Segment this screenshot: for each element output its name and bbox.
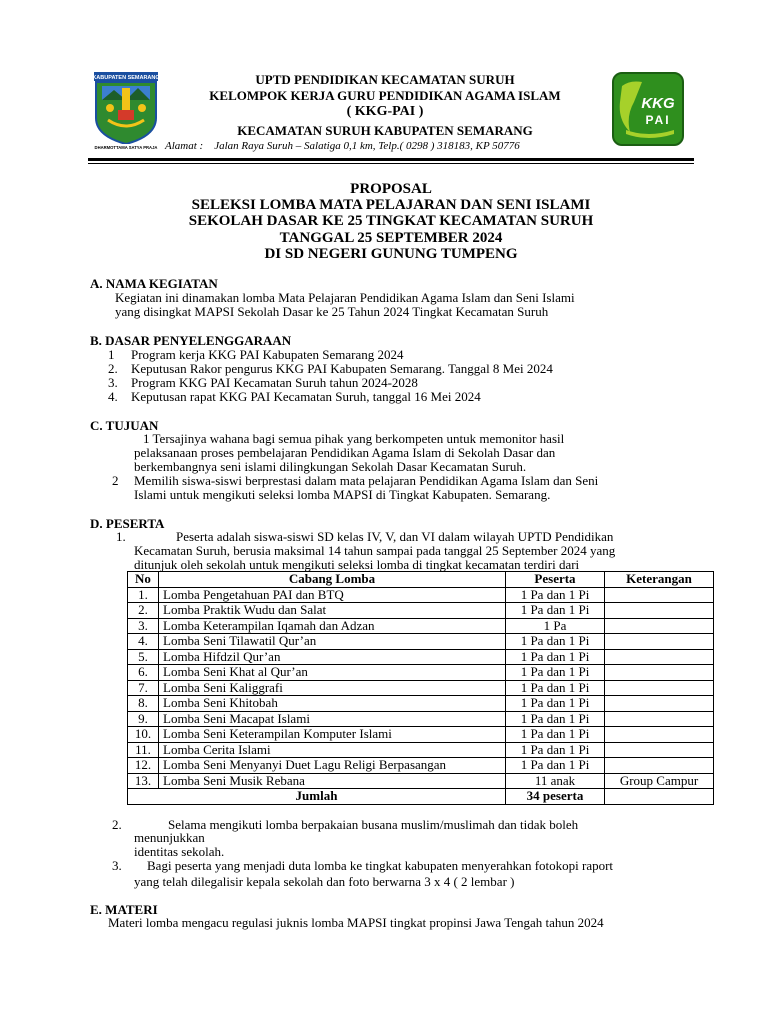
section-d-item-2-num: 2.	[112, 817, 122, 832]
section-d-item-2-line-1: Selama mengikuti lomba berpakaian busana muslim/muslimah dan tidak boleh	[168, 817, 579, 832]
section-b-item-num: 4.	[108, 389, 118, 404]
table-cell-cabang: Lomba Seni Khat al Qur’an	[159, 665, 506, 681]
section-d-item-3-line-1: Bagi peserta yang menjadi duta lomba ke tingkat kabupaten menyerahkan fotokopi raport	[147, 858, 614, 873]
section-c-item-1-line-2: pelaksanaan proses pembelajaran Pendidikan Agama Islam di Sekolah Dasar dan	[134, 445, 556, 460]
logo-top-text: KABUPATEN SEMARANG	[92, 75, 160, 81]
table-cell-cabang: Lomba Seni Kaliggrafi	[159, 680, 506, 696]
section-d-item-1-line-2: Kecamatan Suruh, berusia maksimal 14 tahun sampai pada tanggal 25 September 2024 yang	[134, 543, 616, 558]
table-header-cabang: Cabang Lomba	[159, 572, 506, 588]
table-total-value: 34 peserta	[506, 789, 605, 805]
table-cell-keterangan: Group Campur	[605, 773, 714, 789]
table-cell-keterangan	[605, 696, 714, 712]
table-header-no: No	[128, 572, 159, 588]
title-line-4: TANGGAL 25 SEPTEMBER 2024	[279, 230, 503, 246]
table-cell-no: 7.	[128, 680, 159, 696]
section-d-item-3-num: 3.	[112, 858, 122, 873]
table-cell-keterangan	[605, 603, 714, 619]
table-cell-no: 1.	[128, 587, 159, 603]
letterhead-address	[165, 140, 520, 152]
section-a-heading: A. NAMA KEGIATAN	[90, 276, 218, 291]
section-b-item-text: Keputusan Rakor pengurus KKG PAI Kabupaten Semarang. Tanggal 8 Mei 2024	[131, 361, 553, 376]
table-cell-no: 8.	[128, 696, 159, 712]
table-cell-keterangan	[605, 727, 714, 743]
table-cell-keterangan	[605, 649, 714, 665]
table-total-row	[128, 789, 714, 805]
table-cell-peserta: 1 Pa dan 1 Pi	[506, 727, 605, 743]
table-cell-keterangan	[605, 587, 714, 603]
section-d-item-1-num: 1.	[116, 529, 126, 544]
table-cell-cabang: Lomba Seni Musik Rebana	[159, 773, 506, 789]
section-b-item-num: 1	[108, 347, 115, 362]
table-row	[128, 758, 714, 774]
table-cell-cabang: Lomba Keterampilan Iqamah dan Adzan	[159, 618, 506, 634]
section-d-heading: D. PESERTA	[90, 516, 165, 531]
table-cell-cabang: Lomba Seni Tilawatil Qur’an	[159, 634, 506, 650]
section-e-heading: E. MATERI	[90, 902, 158, 917]
table-header-peserta: Peserta	[506, 572, 605, 588]
table-cell-no: 9.	[128, 711, 159, 727]
table-cell-keterangan	[605, 758, 714, 774]
table-cell-peserta: 1 Pa dan 1 Pi	[506, 603, 605, 619]
table-cell-no: 4.	[128, 634, 159, 650]
table-header-keterangan: Keterangan	[605, 572, 714, 588]
table-cell-peserta: 1 Pa dan 1 Pi	[506, 649, 605, 665]
section-a-line-1: Kegiatan ini dinamakan lomba Mata Pelajaran Pendidikan Agama Islam dan Seni Islami	[115, 290, 575, 305]
table-row	[128, 727, 714, 743]
table-cell-peserta: 1 Pa dan 1 Pi	[506, 680, 605, 696]
section-c-item-1-line-3: berkembangnya seni islami dilingkungan Sekolah Dasar Kecamatan Suruh.	[134, 459, 527, 474]
table-row	[128, 742, 714, 758]
section-e-line-1: Materi lomba mengacu regulasi juknis lomba MAPSI tingkat propinsi Jawa Tengah tahun 2024	[108, 915, 604, 930]
table-cell-cabang: Lomba Seni Khitobah	[159, 696, 506, 712]
address-label: Alamat :	[165, 140, 204, 152]
table-row	[128, 665, 714, 681]
letterhead-line-1: UPTD PENDIDIKAN KECAMATAN SURUH	[255, 72, 515, 87]
letterhead-line-4: KECAMATAN SURUH KABUPATEN SEMARANG	[237, 123, 533, 138]
table-total-empty	[605, 789, 714, 805]
section-c-item-2-line-2: Islami untuk mengikuti seleksi lomba MAPSI di Tingkat Kabupaten. Semarang.	[134, 487, 551, 502]
table-cell-keterangan	[605, 711, 714, 727]
table-row	[128, 711, 714, 727]
table-cell-cabang: Lomba Pengetahuan PAI dan BTQ	[159, 587, 506, 603]
table-row	[128, 649, 714, 665]
table-cell-peserta: 1 Pa dan 1 Pi	[506, 696, 605, 712]
table-cell-peserta: 11 anak	[506, 773, 605, 789]
logo-bottom-text: DHARMOTTAMA SATYA PRAJA	[94, 145, 158, 150]
section-c-item-2-num: 2	[112, 473, 119, 488]
table-cell-cabang: Lomba Praktik Wudu dan Salat	[159, 603, 506, 619]
section-d-item-1-line-1: Peserta adalah siswa-siswi SD kelas IV, V, dan VI dalam wilayah UPTD Pendidikan	[176, 529, 614, 544]
table-cell-keterangan	[605, 742, 714, 758]
table-row	[128, 680, 714, 696]
table-cell-cabang: Lomba Cerita Islami	[159, 742, 506, 758]
section-d-item-2-line-3: identitas sekolah.	[134, 844, 225, 859]
letterhead-line-2: KELOMPOK KERJA GURU PENDIDIKAN AGAMA ISLAM	[209, 88, 561, 103]
table-cell-no: 3.	[128, 618, 159, 634]
table-cell-no: 6.	[128, 665, 159, 681]
table-cell-peserta: 1 Pa dan 1 Pi	[506, 758, 605, 774]
section-c-item-2-line-1: Memilih siswa-siswi berprestasi dalam mata pelajaran Pendidikan Agama Islam dan Seni	[134, 473, 599, 488]
letterhead-line-3: ( KKG-PAI )	[346, 104, 424, 119]
table-cell-cabang: Lomba Seni Keterampilan Komputer Islami	[159, 727, 506, 743]
table-header-row	[128, 572, 714, 588]
table-cell-cabang: Lomba Seni Menyanyi Duet Lagu Religi Berpasangan	[159, 758, 506, 774]
title-line-2: SELEKSI LOMBA MATA PELAJARAN DAN SENI ISLAMI	[191, 197, 591, 213]
table-cell-keterangan	[605, 680, 714, 696]
logo-pai-text: PAI	[645, 113, 671, 127]
table-row	[128, 634, 714, 650]
section-b-item-num: 3.	[108, 375, 118, 390]
table-cell-cabang: Lomba Hifdzil Qur’an	[159, 649, 506, 665]
table-total-label: Jumlah	[128, 789, 506, 805]
section-d-item-1-line-3: ditunjuk oleh sekolah untuk mengikuti seleksi lomba di tingkat kecamatan terdiri dari	[134, 557, 580, 572]
table-cell-keterangan	[605, 634, 714, 650]
table-cell-peserta: 1 Pa	[506, 618, 605, 634]
table-cell-no: 13.	[128, 773, 159, 789]
section-b-item-text: Keputusan rapat KKG PAI Kecamatan Suruh, tanggal 16 Mei 2024	[131, 389, 481, 404]
letterhead-rule-thick	[88, 158, 694, 161]
letterhead-rule-thin	[88, 163, 694, 164]
section-b-heading: B. DASAR PENYELENGGARAAN	[90, 333, 292, 348]
section-c-heading: C. TUJUAN	[90, 418, 159, 433]
table-cell-no: 2.	[128, 603, 159, 619]
address-text: Jalan Raya Suruh – Salatiga 0,1 km, Telp.( 0298 ) 318183, KP 50776	[214, 140, 520, 152]
table-cell-keterangan	[605, 618, 714, 634]
table-row	[128, 696, 714, 712]
title-line-1: PROPOSAL	[350, 181, 432, 197]
section-b-item-text: Program kerja KKG PAI Kabupaten Semarang 2024	[131, 347, 404, 362]
table-cell-no: 11.	[128, 742, 159, 758]
section-c-item-1-line-1: 1 Tersajinya wahana bagi semua pihak yang berkompeten untuk memonitor hasil	[143, 431, 565, 446]
table-cell-no: 5.	[128, 649, 159, 665]
table-cell-peserta: 1 Pa dan 1 Pi	[506, 587, 605, 603]
section-d-item-2-line-2: menunjukkan	[134, 830, 205, 845]
table-row	[128, 773, 714, 789]
table-cell-keterangan	[605, 665, 714, 681]
participants-table	[127, 571, 714, 805]
table-cell-no: 10.	[128, 727, 159, 743]
table-cell-peserta: 1 Pa dan 1 Pi	[506, 742, 605, 758]
table-row	[128, 618, 714, 634]
logo-kkg-text: KKG	[641, 95, 675, 112]
table-cell-no: 12.	[128, 758, 159, 774]
section-b-item-num: 2.	[108, 361, 118, 376]
kkg-pai-logo	[612, 72, 684, 146]
table-cell-cabang: Lomba Seni Macapat Islami	[159, 711, 506, 727]
title-line-5: DI SD NEGERI GUNUNG TUMPENG	[264, 246, 518, 262]
table-cell-peserta: 1 Pa dan 1 Pi	[506, 711, 605, 727]
section-a-line-2: yang disingkat MAPSI Sekolah Dasar ke 25 Tahun 2024 Tingkat Kecamatan Suruh	[115, 304, 549, 319]
table-row	[128, 603, 714, 619]
table-cell-peserta: 1 Pa dan 1 Pi	[506, 634, 605, 650]
table-cell-peserta: 1 Pa dan 1 Pi	[506, 665, 605, 681]
table-row	[128, 587, 714, 603]
title-line-3: SEKOLAH DASAR KE 25 TINGKAT KECAMATAN SURUH	[188, 213, 594, 229]
section-b-item-text: Program KKG PAI Kecamatan Suruh tahun 2024-2028	[131, 375, 418, 390]
section-d-item-3-line-2: yang telah dilegalisir kepala sekolah dan foto berwarna 3 x 4 ( 2 lembar )	[134, 874, 515, 889]
